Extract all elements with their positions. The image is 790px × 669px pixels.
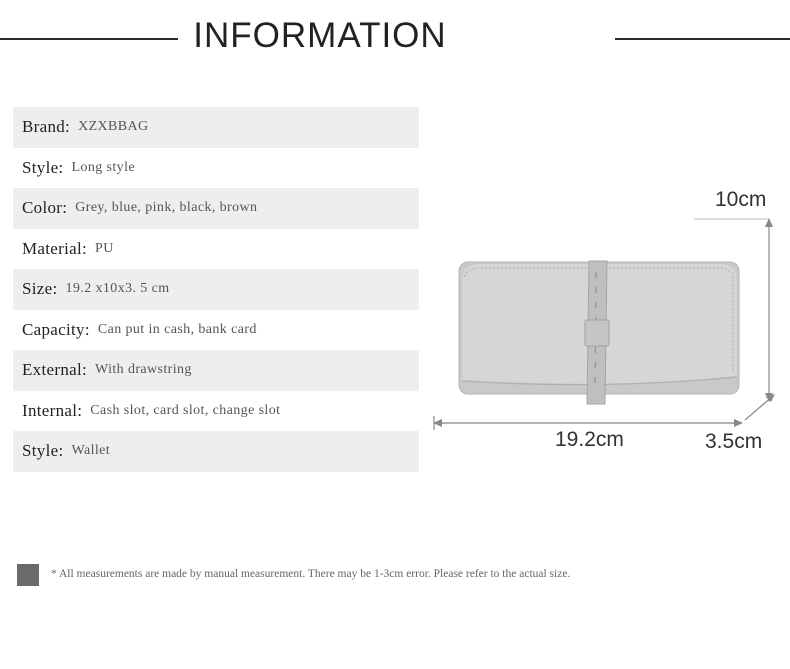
spec-value: Long style — [71, 159, 135, 175]
spec-label: Material: — [22, 238, 88, 258]
header-rule-right — [615, 38, 790, 40]
spec-label: Brand: — [22, 117, 71, 137]
spec-value: With drawstring — [95, 362, 192, 378]
length-label: 19.2cm — [555, 428, 624, 451]
wallet-illustration — [425, 180, 790, 460]
length-arrow-right — [734, 419, 743, 427]
spec-row-material — [13, 229, 419, 270]
page-title: INFORMATION — [193, 16, 447, 55]
spec-table — [13, 107, 419, 472]
spec-value: PU — [95, 240, 114, 256]
footnote-text: * All measurements are made by manual measurement. There may be 1-3cm error. Please refer to the actual size. — [51, 568, 571, 580]
spec-row-color — [13, 188, 419, 229]
spec-row-size — [13, 269, 419, 310]
header-rule-left — [0, 38, 178, 40]
spec-row-internal — [13, 391, 419, 432]
spec-value: 19.2 x10x3. 5 cm — [65, 281, 170, 297]
spec-label: Color: — [22, 198, 68, 218]
spec-row-external — [13, 350, 419, 391]
spec-value: XZXBBAG — [78, 119, 149, 135]
spec-row-capacity — [13, 310, 419, 351]
strap-buckle — [585, 320, 609, 346]
spec-label: External: — [22, 360, 88, 380]
depth-label: 3.5cm — [705, 430, 763, 453]
height-label: 10cm — [715, 188, 767, 211]
spec-value: Cash slot, card slot, change slot — [90, 402, 281, 418]
spec-label: Capacity: — [22, 319, 90, 339]
spec-label: Style: — [22, 441, 64, 461]
product-figure — [425, 180, 790, 460]
spec-label: Size: — [22, 279, 58, 299]
spec-row-brand — [13, 107, 419, 148]
spec-label: Internal: — [22, 400, 83, 420]
spec-label: Style: — [22, 157, 64, 177]
spec-value: Can put in cash, bank card — [97, 321, 257, 337]
spec-row-style — [13, 148, 419, 189]
spec-value: Grey, blue, pink, black, brown — [75, 200, 258, 216]
footnote-marker — [17, 564, 39, 586]
spec-value: Wallet — [71, 443, 111, 459]
spec-row-style-type — [13, 431, 419, 472]
